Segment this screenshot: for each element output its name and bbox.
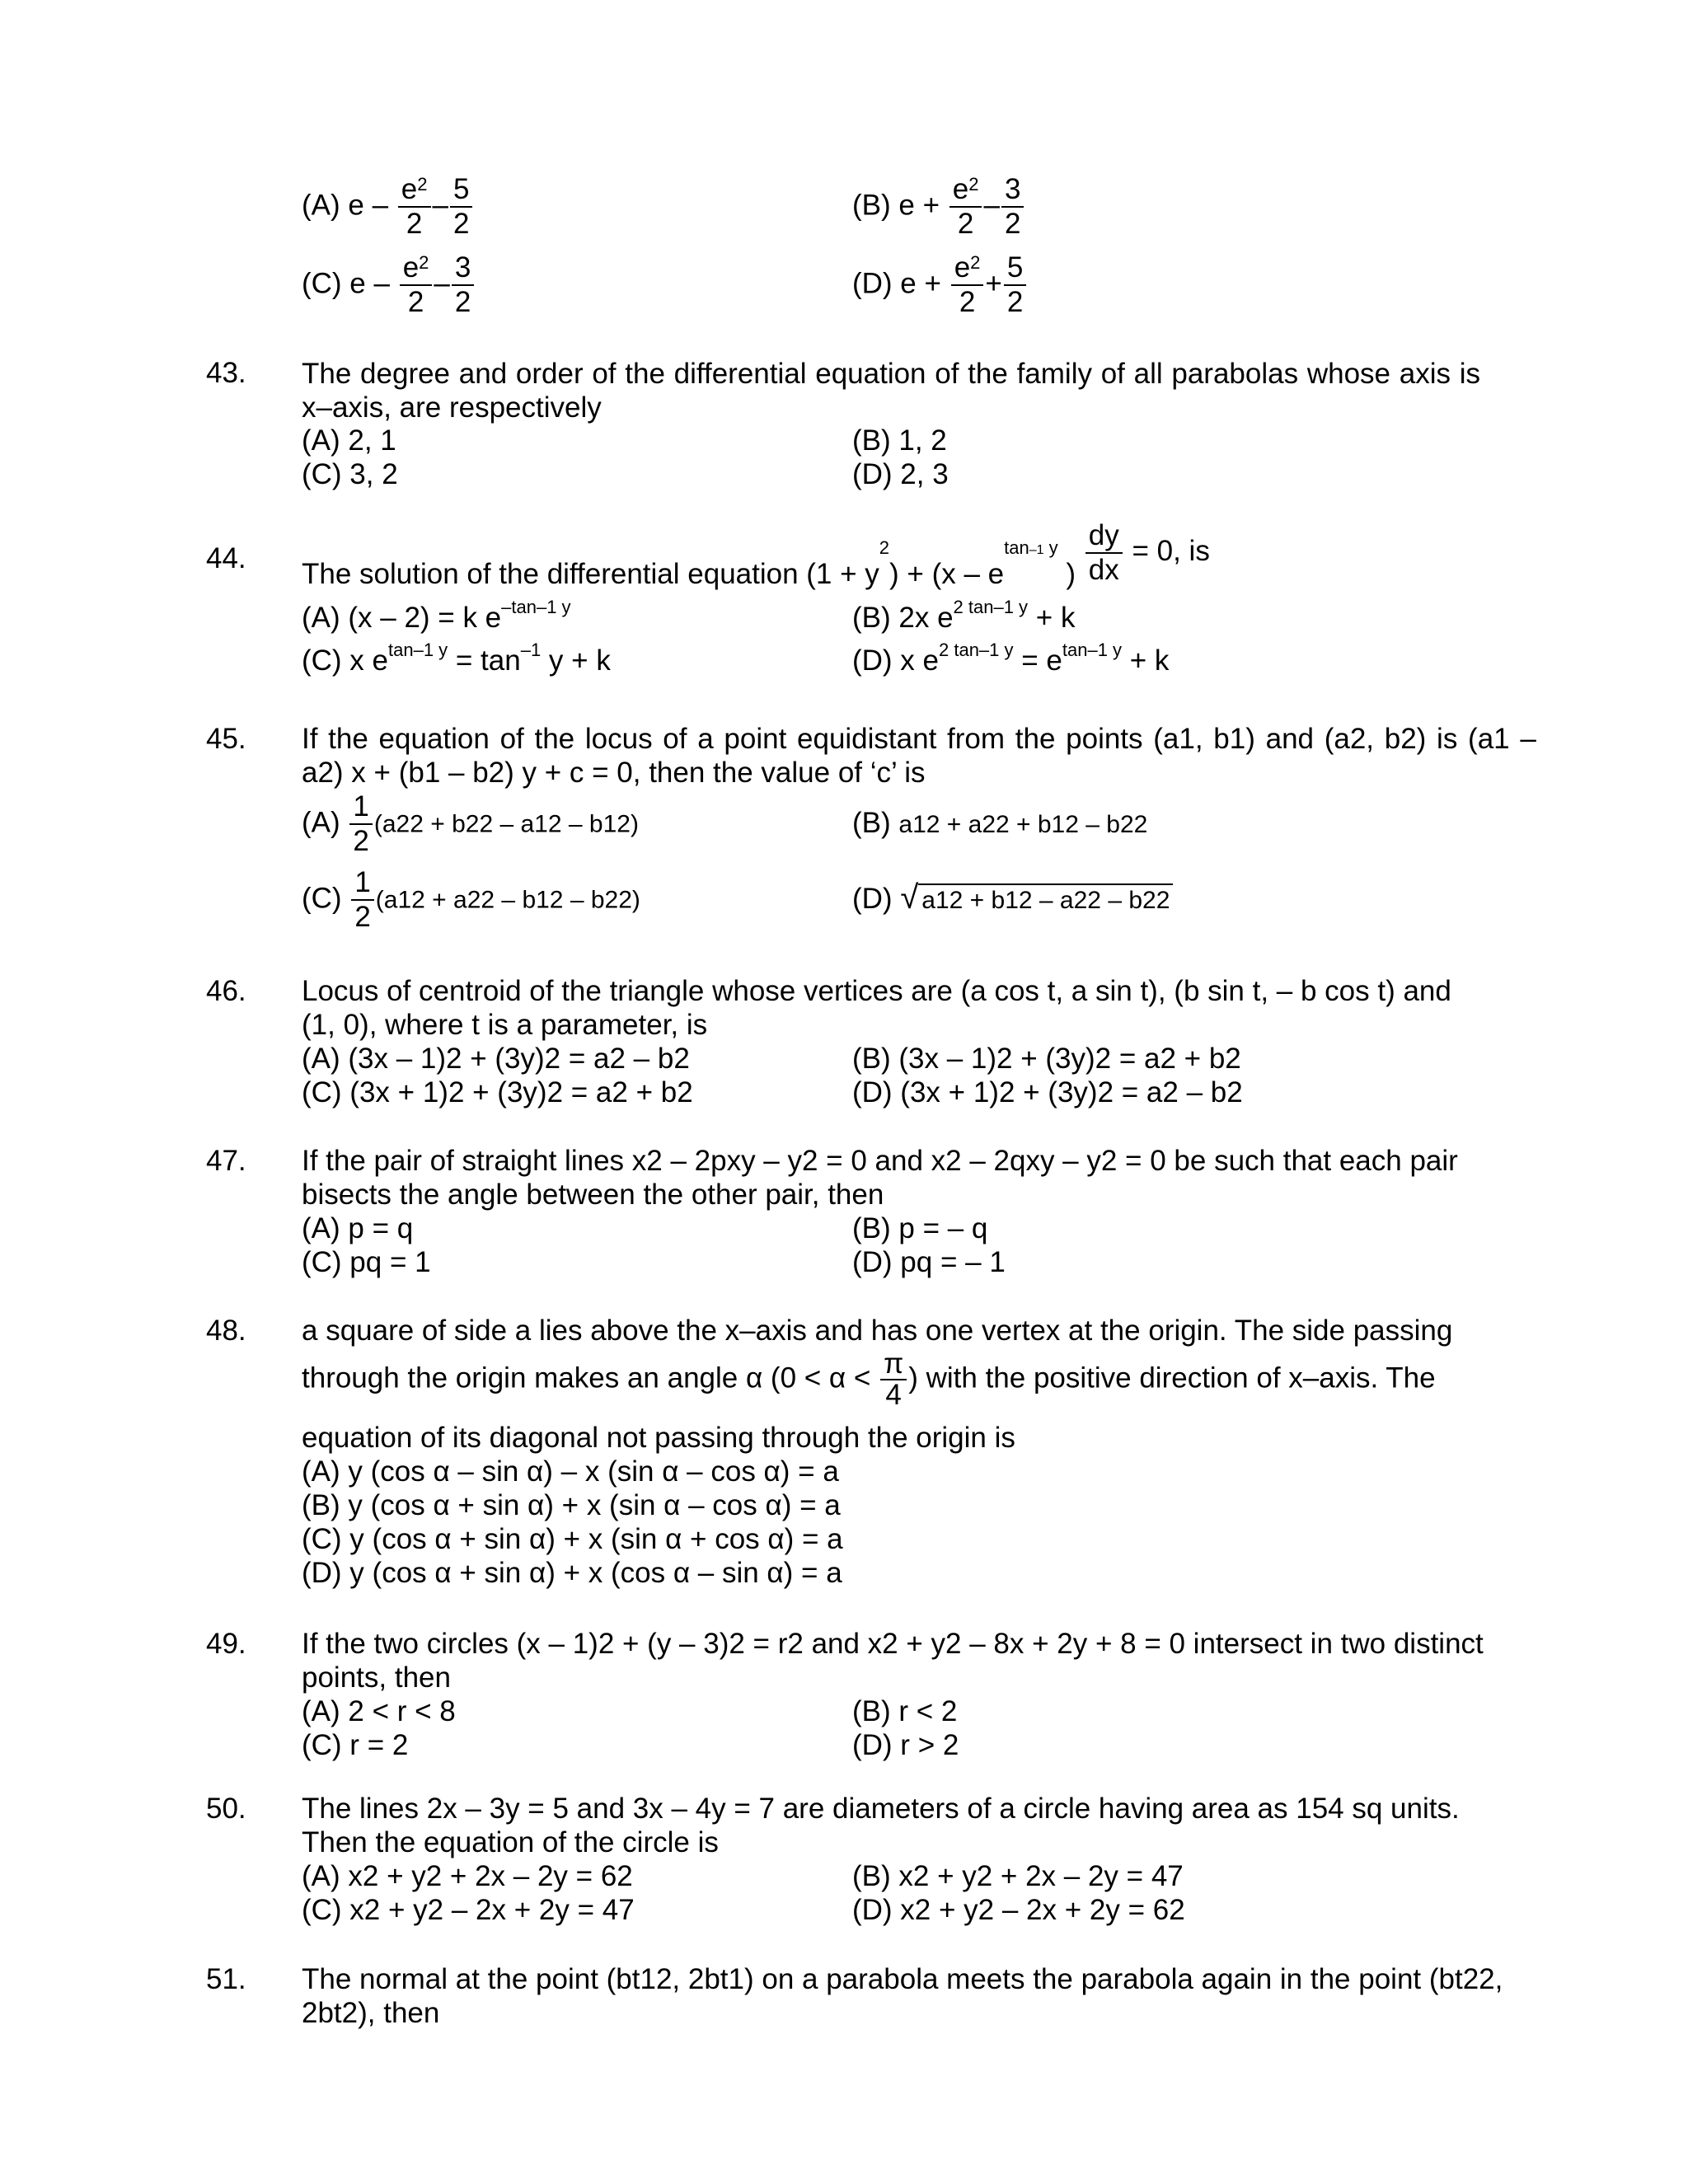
question-number: 49. [206, 1628, 246, 1660]
option-a: (A) 2, 1 [302, 424, 396, 457]
question-45 [206, 723, 1536, 937]
question-48 [206, 1315, 1484, 1603]
question-number: 44. [206, 542, 246, 574]
option-c: (C) 3, 2 [302, 458, 398, 490]
option-a: (A) $\frac{1}{2}$ (a22 + b22 – a12 – b12) [302, 790, 639, 857]
option-d: (D) √ a12 + b12 – a22 – b22 [852, 879, 1173, 916]
option-d: (D) r > 2 [852, 1729, 959, 1761]
option-a: (A) y (cos α – sin α) – x (sin α – cos α) = a [302, 1455, 839, 1488]
option-b: (B) x2 + y2 + 2x – 2y = 47 [852, 1860, 1184, 1892]
question-text: The degree and order of the differential equation of the family of all parabolas whose axis is x–axis, are respectively [302, 358, 1480, 424]
option-c: (C) y (cos α + sin α) + x (sin α + cos α) = a [302, 1523, 843, 1555]
option-b: (B) e + $\frac{e^2}{2}$ – $\frac{3}{2}$ [852, 173, 1025, 241]
option-d: (D) (3x + 1)2 + (3y)2 = a2 – b2 [852, 1076, 1243, 1108]
question-42-options [302, 165, 1480, 338]
question-50 [206, 1793, 1484, 1933]
option-c: (C) x $e^{tan-1 y} = \tan^{-1} y + k$ [302, 640, 611, 677]
option-c: (C) x2 + y2 – 2x + 2y = 47 [302, 1894, 635, 1926]
option-a: (A) (3x – 1)2 + (3y)2 = a2 – b2 [302, 1043, 690, 1075]
question-text-line2: a2) x + (b1 – b2) y + c = 0, then the value of ‘c’ is [302, 757, 926, 789]
question-43 [206, 357, 1484, 497]
option-c: (C) r = 2 [302, 1729, 409, 1761]
question-text-line2: Then the equation of the circle is [302, 1826, 719, 1858]
question-number: 48. [206, 1315, 246, 1347]
option-a: (A) x2 + y2 + 2x – 2y = 62 [302, 1860, 633, 1892]
option-d: (D) y (cos α + sin α) + x (cos α – sin α) = a [302, 1557, 842, 1589]
option-d: (D) e + $\frac{e^2}{2}$ + $\frac{5}{2}$ [852, 251, 1028, 319]
question-number: 46. [206, 975, 246, 1007]
question-text-line1: Locus of centroid of the triangle whose vertices are (a cos t, a sin t), (b sin t, – b cos t) and [302, 975, 1451, 1007]
option-b: (B) 1, 2 [852, 424, 947, 457]
question-text-line2: bisects the angle between the other pair, then [302, 1179, 884, 1211]
question-number: 51. [206, 1963, 246, 1995]
question-text-line2: 2bt2), then [302, 1997, 440, 2029]
question-number: 50. [206, 1793, 246, 1825]
question-text-line3: equation of its diagonal not passing through the origin is [302, 1422, 1015, 1454]
question-number: 45. [206, 723, 246, 755]
option-d: (D) 2, 3 [852, 458, 949, 490]
question-number: 47. [206, 1145, 246, 1177]
option-a: (A) p = q [302, 1212, 414, 1244]
option-c: (C) (3x + 1)2 + (3y)2 = a2 + b2 [302, 1076, 693, 1108]
option-c: (C) $\frac{1}{2}$ (a12 + a22 – b12 – b22) [302, 866, 640, 933]
question-47 [206, 1145, 1484, 1285]
option-b: (B) y (cos α + sin α) + x (sin α – cos α) = a [302, 1489, 841, 1521]
option-c: (C) pq = 1 [302, 1246, 431, 1278]
question-44 [206, 519, 1484, 684]
question-text: The solution of the differential equation $(1 + y^2) + (x - e^{tan-1 y}$ ) $\frac{dy}{dx}$ = 0, is [302, 519, 1210, 591]
option-d: (D) x $e^{2 tan-1 y} = e^{tan-1 y} + k$ [852, 640, 1170, 677]
option-b: (B) p = – q [852, 1212, 988, 1244]
option-b: (B) 2x $e^{2 tan-1 y} + k$ [852, 597, 1076, 634]
option-d: (D) pq = – 1 [852, 1246, 1006, 1278]
option-b: (B) r < 2 [852, 1695, 958, 1727]
question-51 [206, 1963, 1503, 2046]
question-number: 43. [206, 357, 246, 389]
question-text-line2: through the origin makes an angle α (0 < α < $\frac{\pi}{4}$ ) with the positive direction of x–axis. The [302, 1347, 1436, 1411]
option-a: (A) 2 < r < 8 [302, 1695, 456, 1727]
option-c: (C) e – $\frac{e^2}{2}$ – $\frac{3}{2}$ [302, 251, 476, 319]
option-a: (A) e – $\frac{e^2}{2}$ – $\frac{5}{2}$ [302, 173, 474, 241]
question-text-line1: The lines 2x – 3y = 5 and 3x – 4y = 7 are diameters of a circle having area as 154 sq units. [302, 1793, 1460, 1825]
question-text-line2: (1, 0), where t is a parameter, is [302, 1009, 708, 1041]
question-49 [206, 1628, 1484, 1768]
option-b: (B) (3x – 1)2 + (3y)2 = a2 + b2 [852, 1043, 1241, 1075]
question-text-line1: a square of side a lies above the x–axis and has one vertex at the origin. The side passing [302, 1315, 1453, 1347]
option-a: (A) (x – 2) = k $e^{-tan-1 y}$ [302, 597, 571, 634]
question-text-line2: points, then [302, 1661, 451, 1694]
question-text-line1: If the pair of straight lines x2 – 2pxy – y2 = 0 and x2 – 2qxy – y2 = 0 be such that each pair [302, 1145, 1458, 1177]
option-d: (D) x2 + y2 – 2x + 2y = 62 [852, 1894, 1185, 1926]
question-text-line1: The normal at the point (bt12, 2bt1) on a parabola meets the parabola again in the point (bt22, [302, 1963, 1503, 1995]
question-text-line1: If the equation of the locus of a point equidistant from the points (a1, b1) and (a2, b2) is (a1 – [302, 723, 1536, 755]
option-b: (B) a12 + a22 + b12 – b22 [852, 807, 1148, 839]
question-46 [206, 975, 1484, 1115]
question-text-line1: If the two circles (x – 1)2 + (y – 3)2 = r2 and x2 + y2 – 8x + 2y + 8 = 0 intersect in two distinct [302, 1628, 1484, 1660]
